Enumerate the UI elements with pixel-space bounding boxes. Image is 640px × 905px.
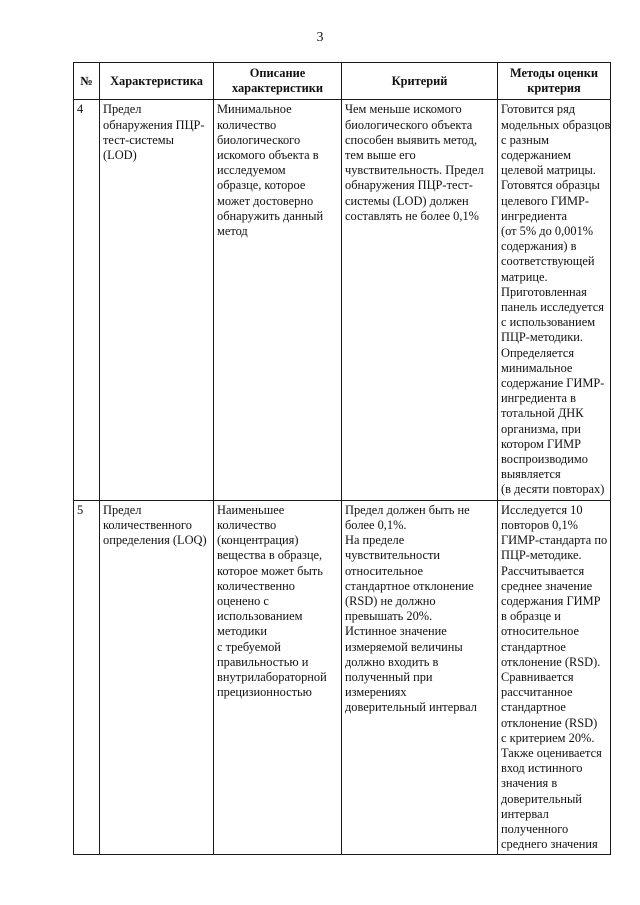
- cell-text-line: рассчитанное: [501, 685, 573, 700]
- table-row: [74, 500, 611, 855]
- cell-characteristic: [100, 500, 214, 855]
- cell-text-line: ПЦР-методики.: [501, 330, 584, 345]
- cell-text-line: правильностью и: [217, 654, 309, 669]
- cell-text-line: с использованием: [501, 315, 596, 330]
- cell-text-line: Готовятся образцы: [501, 178, 600, 193]
- cell-text-line: стандартное: [501, 700, 566, 715]
- header-number: №: [74, 63, 100, 100]
- cell-text-line: метод: [217, 224, 248, 239]
- cell-text-line: организма, при: [501, 421, 581, 436]
- cell-text-line: превышать 20%.: [345, 609, 433, 624]
- cell-text-line: чувствительности: [345, 548, 441, 563]
- cell-text-line: исследуемом: [217, 163, 286, 178]
- cell-text-line: обнаружить данный: [217, 208, 324, 223]
- cell-text-line: (концентрация): [217, 533, 299, 548]
- cell-text-line: доверительный: [501, 791, 582, 806]
- cell-text-line: содержания) в: [501, 239, 577, 254]
- cell-text-line: Сравнивается: [501, 669, 574, 684]
- cell-text-line: содержание ГИМР-: [501, 376, 605, 391]
- cell-text-line: способен выявить метод,: [345, 132, 478, 147]
- cell-text-line: количество: [217, 117, 277, 132]
- cell-text-line: матрице.: [501, 269, 548, 284]
- cell-text-line: Предел: [103, 502, 142, 517]
- cell-text-line: в образце и: [501, 609, 561, 624]
- cell-text-line: интервал: [501, 806, 549, 821]
- page-number: 3: [316, 30, 324, 45]
- cell-text-line: панель исследуется: [501, 300, 604, 315]
- cell-text-line: относительное: [501, 624, 579, 639]
- cell-text-line: отклонение (RSD): [501, 715, 598, 730]
- cell-text-line: содержанием: [501, 148, 571, 163]
- cell-criterion: [342, 500, 498, 855]
- cell-text-line: среднего значения: [501, 837, 598, 852]
- cell-text-line: Наименьшее: [217, 502, 285, 517]
- cell-description: [214, 100, 342, 500]
- cell-text-line: повторов 0,1%: [501, 517, 578, 532]
- cell-text-line: обнаружения ПЦР-тест-: [345, 178, 473, 193]
- cell-text-line: ПЦР-методике.: [501, 548, 582, 563]
- cell-number: 5: [74, 500, 100, 855]
- criteria-table: [73, 62, 611, 855]
- cell-text-line: биологического объекта: [345, 117, 473, 132]
- cell-text-line: На пределе: [345, 533, 405, 548]
- table-row: [74, 100, 611, 500]
- cell-text-line: образце, которое: [217, 178, 306, 193]
- header-characteristic: Характеристика: [100, 63, 214, 100]
- cell-text-line: выявляется: [501, 467, 561, 482]
- cell-text-line: использованием: [217, 609, 303, 624]
- cell-criterion: [342, 100, 498, 500]
- cell-text-line: Рассчитывается: [501, 563, 585, 578]
- table-header-row: [74, 63, 611, 100]
- cell-text-line: с разным: [501, 132, 549, 147]
- cell-text-line: Чем меньше искомого: [345, 102, 462, 117]
- cell-text-line: (LOD): [103, 148, 137, 163]
- cell-description: [214, 500, 342, 855]
- cell-text-line: Готовится ряд: [501, 102, 576, 117]
- cell-text-line: Минимальное: [217, 102, 292, 117]
- cell-text-line: полученного: [501, 821, 569, 836]
- cell-text-line: отклонение (RSD).: [501, 654, 601, 669]
- cell-text-line: внутрилабораторной: [217, 669, 327, 684]
- cell-text-line: количественного: [103, 517, 192, 532]
- cell-text-line: системы (LOD) должен: [345, 193, 469, 208]
- cell-text-line: Приготовленная: [501, 284, 587, 299]
- cell-text-line: количественно: [217, 578, 295, 593]
- cell-text-line: ингредиента в: [501, 391, 576, 406]
- cell-text-line: относительное: [345, 563, 423, 578]
- cell-text-line: среднее значение: [501, 578, 593, 593]
- cell-text-line: более 0,1%.: [345, 517, 407, 532]
- cell-text-line: измерениях: [345, 685, 407, 700]
- cell-text-line: прецизионностью: [217, 685, 312, 700]
- cell-text-line: Также оценивается: [501, 745, 602, 760]
- cell-characteristic: [100, 100, 214, 500]
- cell-number: 4: [74, 100, 100, 500]
- cell-text-line: (от 5% до 0,001%: [501, 224, 594, 239]
- cell-text-line: Истинное значение: [345, 624, 447, 639]
- cell-text-line: стандартное: [501, 639, 566, 654]
- cell-text-line: Предел должен быть не: [345, 502, 470, 517]
- cell-text-line: оценено с: [217, 593, 269, 608]
- cell-text-line: искомого объекта в: [217, 148, 319, 163]
- cell-text-line: биологического: [217, 132, 301, 147]
- cell-text-line: полученный при: [345, 669, 433, 684]
- header-description: Описание характеристики: [214, 63, 342, 100]
- cell-text-line: минимальное: [501, 360, 573, 375]
- cell-text-line: (RSD) не должно: [345, 593, 436, 608]
- cell-text-line: модельных образцов: [501, 117, 611, 132]
- cell-text-line: Определяется: [501, 345, 575, 360]
- cell-text-line: стандартное отклонение: [345, 578, 474, 593]
- cell-methods: [498, 500, 611, 855]
- cell-text-line: ингредиента: [501, 208, 568, 223]
- cell-text-line: количество: [217, 517, 277, 532]
- cell-text-line: составлять не более 0,1%: [345, 208, 479, 223]
- cell-text-line: воспроизводимо: [501, 452, 588, 467]
- cell-methods: [498, 100, 611, 500]
- cell-text-line: тест-системы: [103, 132, 174, 147]
- cell-text-line: Исследуется 10: [501, 502, 583, 517]
- cell-text-line: вход истинного: [501, 761, 583, 776]
- cell-text-line: доверительный интервал: [345, 700, 477, 715]
- cell-text-line: тотальной ДНК: [501, 406, 584, 421]
- cell-text-line: с требуемой: [217, 639, 281, 654]
- cell-text-line: обнаружения ПЦР-: [103, 117, 205, 132]
- header-methods: Методы оценки критерия: [498, 63, 611, 100]
- cell-text-line: с критерием 20%.: [501, 730, 595, 745]
- cell-text-line: Предел: [103, 102, 142, 117]
- cell-text-line: определения (LOQ): [103, 533, 207, 548]
- cell-text-line: чувствительность. Предел: [345, 163, 484, 178]
- cell-text-line: которое может быть: [217, 563, 323, 578]
- cell-text-line: вещества в образце,: [217, 548, 323, 563]
- cell-text-line: методики: [217, 624, 268, 639]
- cell-text-line: целевого ГИМР-: [501, 193, 589, 208]
- cell-text-line: целевой матрицы.: [501, 163, 596, 178]
- cell-text-line: котором ГИМР: [501, 436, 581, 451]
- header-criterion: Критерий: [342, 63, 498, 100]
- cell-text-line: ГИМР-стандарта по: [501, 533, 608, 548]
- cell-text-line: может достоверно: [217, 193, 314, 208]
- cell-text-line: (в десяти повторах): [501, 482, 605, 497]
- cell-text-line: соответствующей: [501, 254, 595, 269]
- cell-text-line: должно входить в: [345, 654, 439, 669]
- cell-text-line: содержания ГИМР: [501, 593, 601, 608]
- cell-text-line: тем выше его: [345, 148, 416, 163]
- cell-text-line: измеряемой величины: [345, 639, 463, 654]
- cell-text-line: значения в: [501, 776, 558, 791]
